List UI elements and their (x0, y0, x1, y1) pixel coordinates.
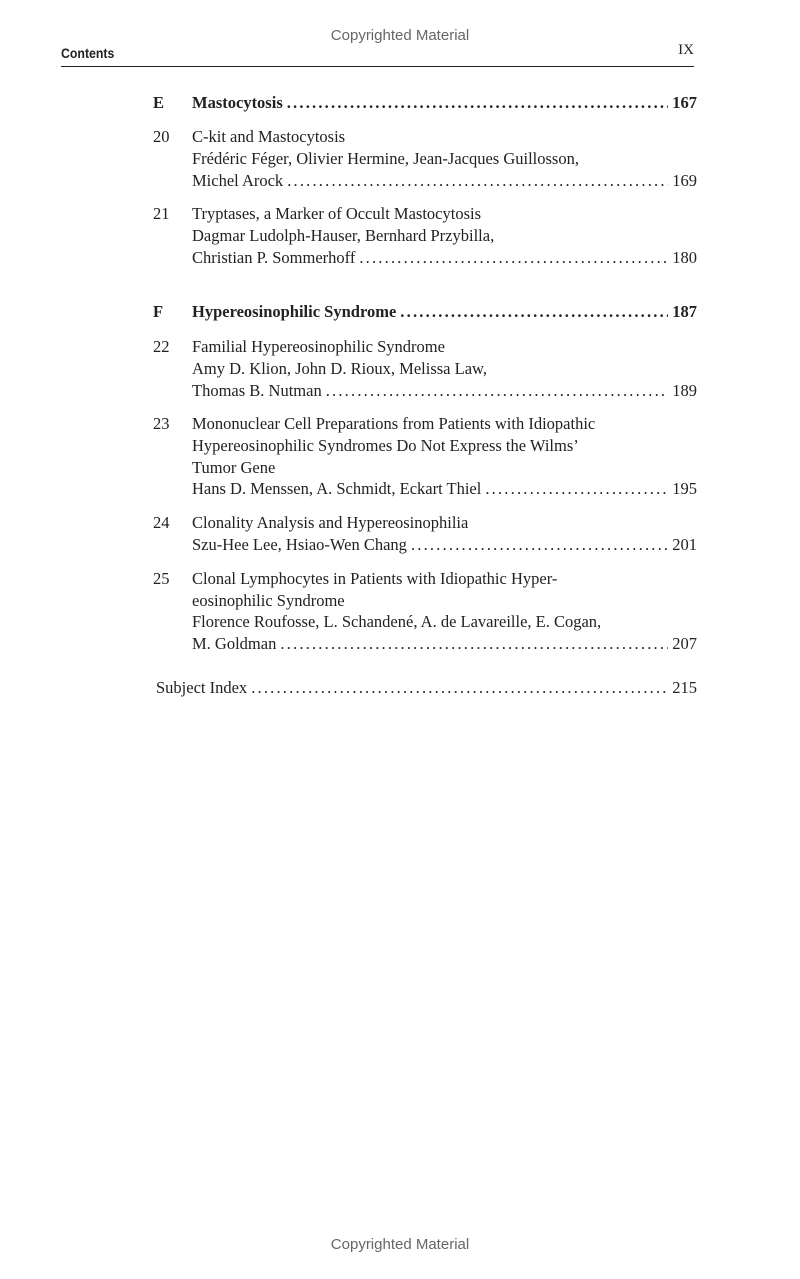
chapter-authors: Hans D. Menssen, A. Schmidt, Eckart Thiel (192, 479, 482, 498)
dot-leader (326, 380, 669, 402)
subject-index-page: 215 (672, 678, 697, 697)
watermark-top: Copyrighted Material (330, 27, 470, 44)
chapter-title[interactable]: Tryptases, a Marker of Occult Mastocytosis (192, 204, 482, 223)
chapter-page: 180 (672, 248, 697, 267)
chapter-title[interactable]: Familial Hypereosinophilic Syndrome (192, 337, 445, 356)
chapter-authors: Dagmar Ludolph-Hauser, Bernhard Przybilla, (192, 226, 495, 245)
toc-entry-last-line[interactable] (192, 170, 697, 192)
toc-entry-last-line[interactable] (192, 478, 697, 500)
toc-entry-subject-index[interactable] (156, 677, 697, 699)
dot-leader (280, 633, 668, 655)
section-page: 187 (672, 302, 697, 321)
section-page: 167 (672, 93, 697, 112)
section-letter: E (153, 93, 165, 112)
chapter-title-cont[interactable]: Hypereosinophilic Syndromes Do Not Express the Wilms’ (192, 436, 579, 455)
chapter-title-cont[interactable]: eosinophilic Syndrome (192, 591, 345, 610)
section-title: Hypereosinophilic Syndrome (192, 302, 397, 321)
section-letter: F (153, 302, 164, 321)
dot-leader (359, 247, 668, 269)
page-number: IX (678, 42, 694, 58)
toc-entry-last-line[interactable] (192, 247, 697, 269)
toc-entry-last-line[interactable] (192, 633, 697, 655)
chapter-authors: Michel Arock (192, 171, 284, 190)
dot-leader (287, 92, 669, 114)
chapter-authors: Frédéric Féger, Olivier Hermine, Jean-Jacques Guillosson, (192, 149, 579, 168)
chapter-title[interactable]: Clonality Analysis and Hypereosinophilia (192, 513, 469, 532)
chapter-number: 22 (153, 337, 170, 356)
chapter-page: 169 (672, 171, 697, 190)
chapter-number: 21 (153, 204, 170, 223)
chapter-title-cont[interactable]: Tumor Gene (192, 458, 276, 477)
chapter-authors: M. Goldman (192, 634, 277, 653)
chapter-title[interactable]: Clonal Lymphocytes in Patients with Idiopathic Hyper- (192, 569, 558, 588)
chapter-number: 23 (153, 414, 170, 433)
dot-leader (400, 301, 668, 323)
chapter-authors: Florence Roufosse, L. Schandené, A. de Lavareille, E. Cogan, (192, 612, 602, 631)
chapter-page: 201 (672, 535, 697, 554)
subject-index-label: Subject Index (156, 678, 248, 697)
dot-leader (485, 478, 668, 500)
chapter-authors: Christian P. Sommerhoff (192, 248, 356, 267)
toc-entry-section[interactable] (192, 301, 697, 323)
running-header-title: Contents (61, 45, 115, 61)
watermark-bottom: Copyrighted Material (330, 1236, 470, 1253)
chapter-number: 24 (153, 513, 170, 532)
chapter-number: 20 (153, 127, 170, 146)
toc-entry-section[interactable] (192, 92, 697, 114)
chapter-page: 195 (672, 479, 697, 498)
chapter-authors: Amy D. Klion, John D. Rioux, Melissa Law, (192, 359, 488, 378)
chapter-title[interactable]: Mononuclear Cell Preparations from Patients with Idiopathic (192, 414, 596, 433)
toc-entry-last-line[interactable] (192, 380, 697, 402)
chapter-number: 25 (153, 569, 170, 588)
chapter-title[interactable]: C-kit and Mastocytosis (192, 127, 346, 146)
chapter-authors: Szu-Hee Lee, Hsiao-Wen Chang (192, 535, 407, 554)
chapter-page: 207 (672, 634, 697, 653)
dot-leader (411, 534, 668, 556)
dot-leader (251, 677, 668, 699)
chapter-authors: Thomas B. Nutman (192, 381, 322, 400)
toc-entry-last-line[interactable] (192, 534, 697, 556)
chapter-page: 189 (672, 381, 697, 400)
header-rule (61, 66, 694, 67)
section-title: Mastocytosis (192, 93, 283, 112)
dot-leader (287, 170, 668, 192)
